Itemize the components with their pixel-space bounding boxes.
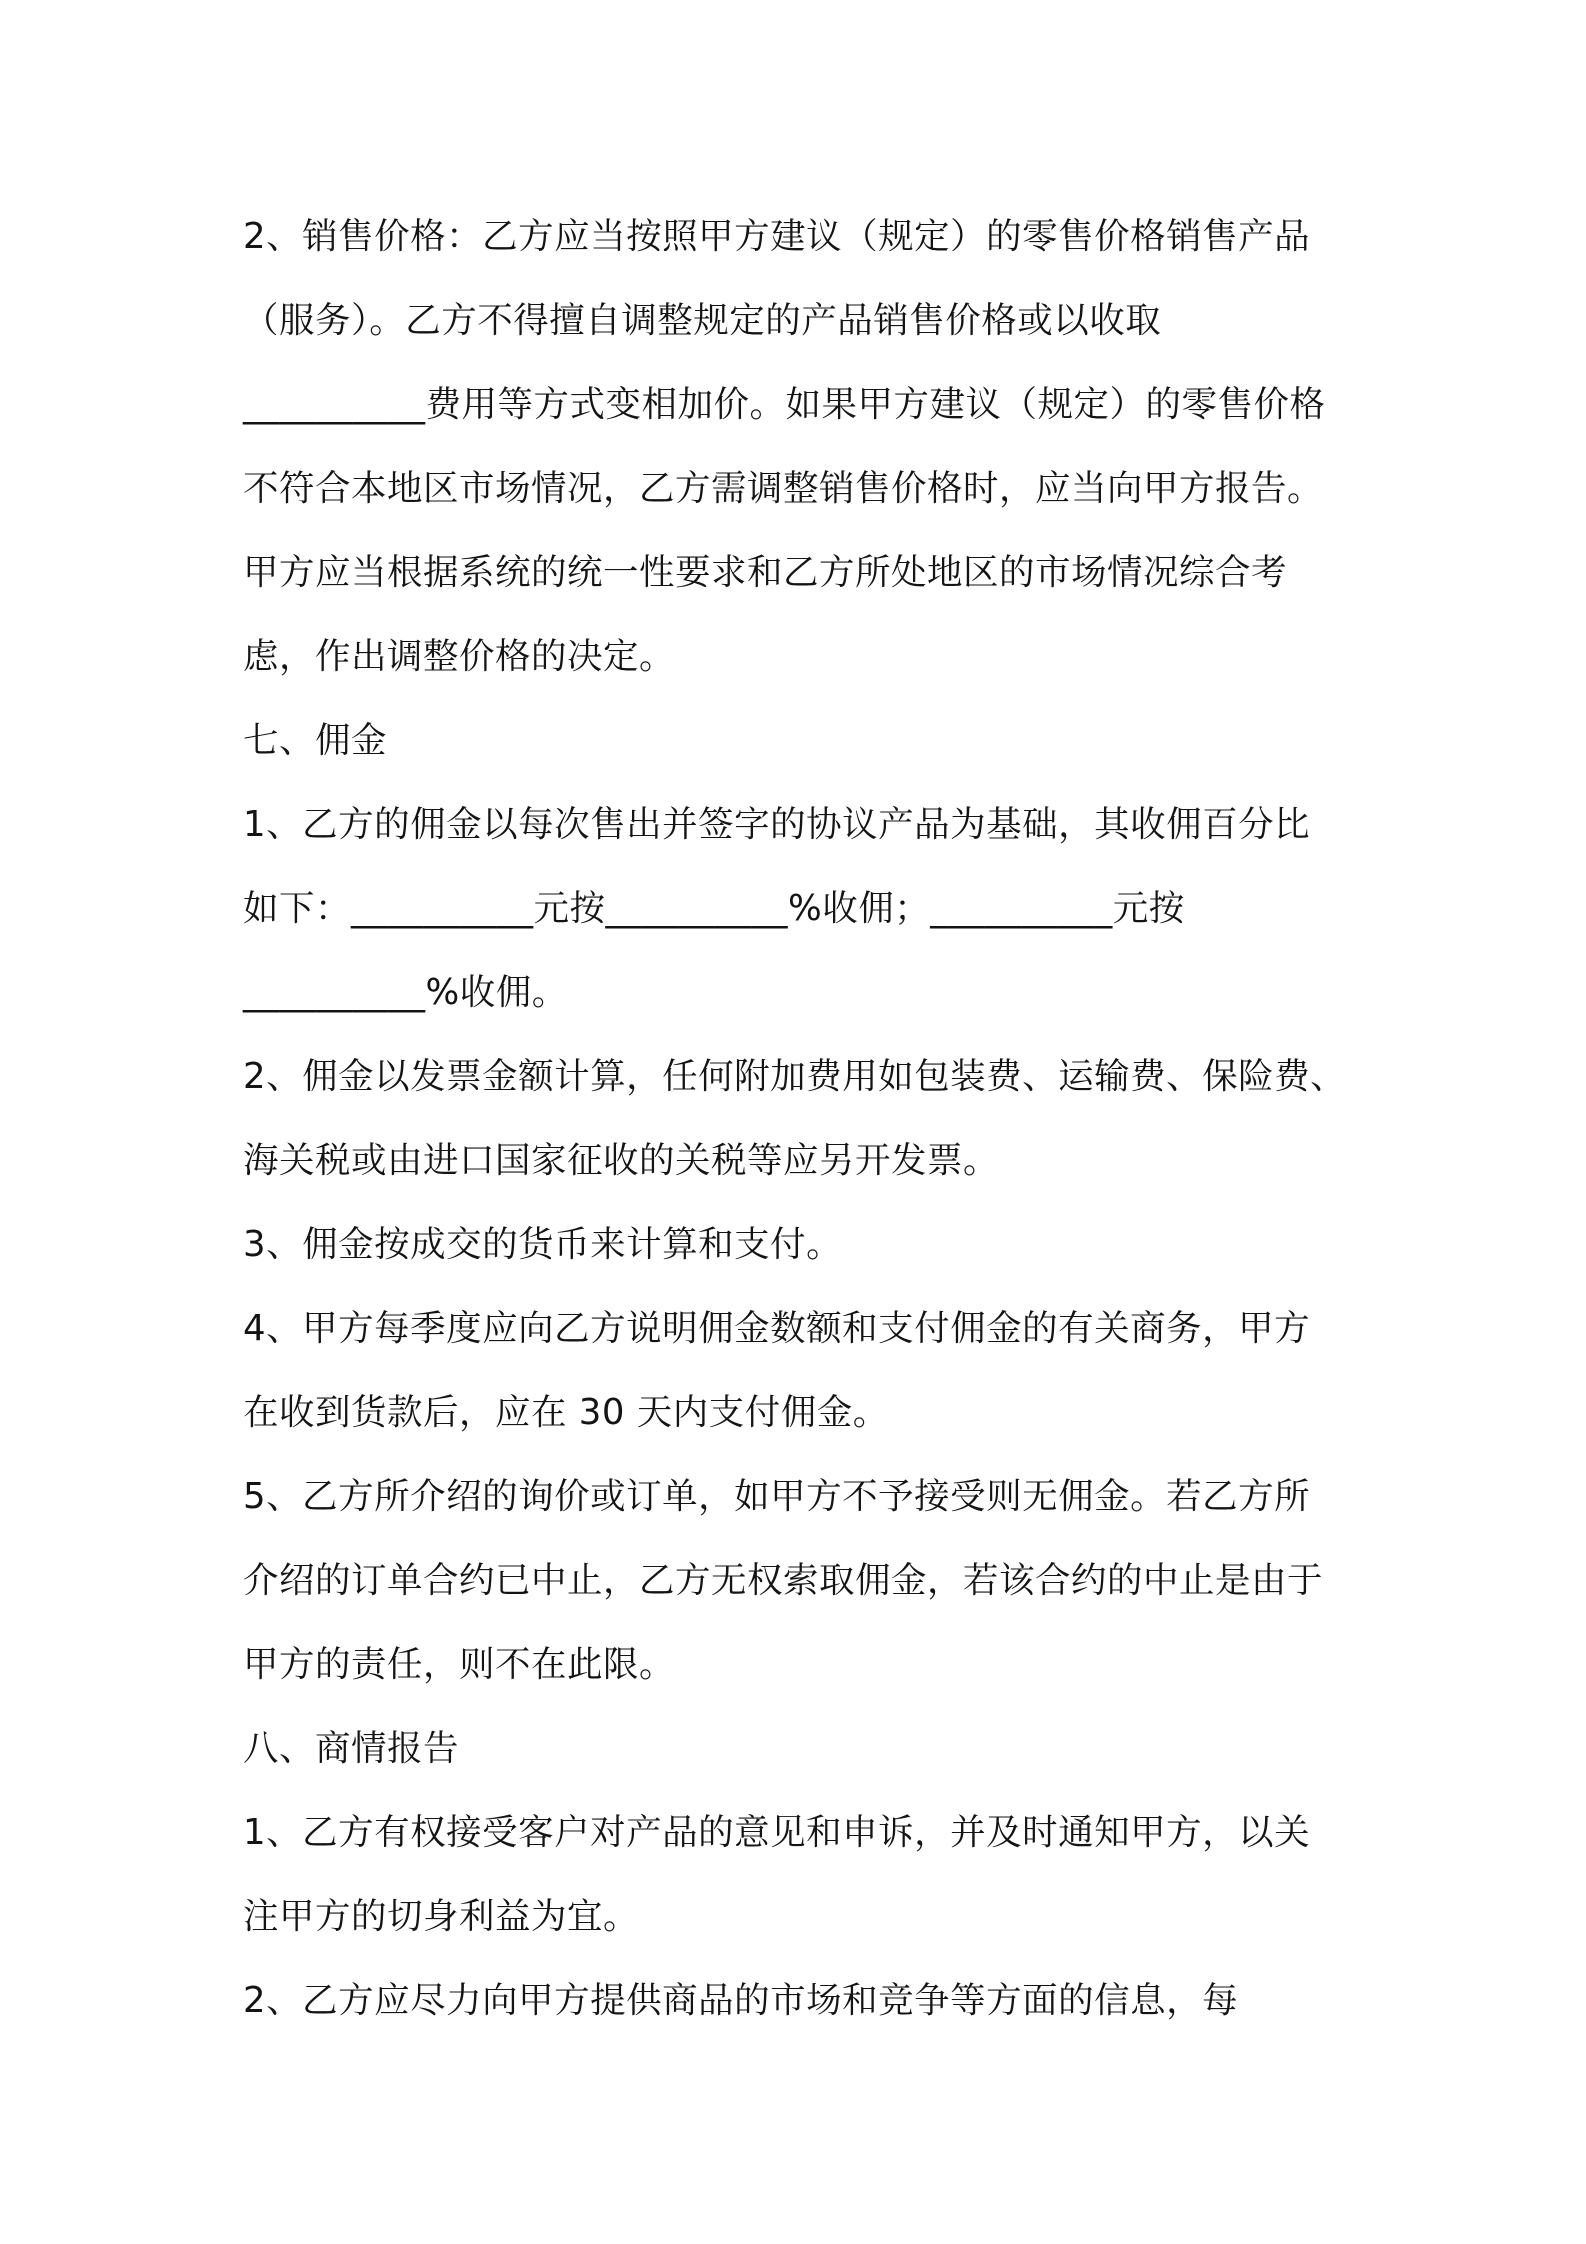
- paragraph-line: __________费用等方式变相加价。如果甲方建议（规定）的零售价格: [243, 384, 1326, 425]
- paragraph-line: 1、乙方有权接受客户对产品的意见和申诉，并及时通知甲方，以关: [243, 1812, 1311, 1853]
- paragraph-line: 在收到货款后，应在 30 天内支付佣金。: [243, 1392, 889, 1433]
- paragraph-line: 3、佣金按成交的货币来计算和支付。: [243, 1224, 843, 1265]
- paragraph-line: 2、乙方应尽力向甲方提供商品的市场和竞争等方面的信息，每: [243, 1980, 1239, 2021]
- paragraph-line: 注甲方的切身利益为宜。: [243, 1896, 640, 1937]
- paragraph-line: 甲方的责任，则不在此限。: [243, 1644, 676, 1685]
- paragraph-line: 5、乙方所介绍的询价或订单，如甲方不予接受则无佣金。若乙方所: [243, 1476, 1311, 1517]
- section-heading: 八、商情报告: [243, 1728, 460, 1769]
- paragraph-line: 虑，作出调整价格的决定。: [243, 636, 676, 677]
- document-body: [243, 195, 1373, 2043]
- paragraph-line: 如下：__________元按__________%收佣；__________元按: [243, 888, 1185, 929]
- paragraph-line: （服务）。乙方不得擅自调整规定的产品销售价格或以收取: [243, 300, 1162, 341]
- paragraph-line: 甲方应当根据系统的统一性要求和乙方所处地区的市场情况综合考: [243, 552, 1288, 593]
- paragraph-line: 不符合本地区市场情况，乙方需调整销售价格时，应当向甲方报告。: [243, 468, 1324, 509]
- section-heading: 七、佣金: [243, 720, 388, 761]
- paragraph-line: 2、销售价格：乙方应当按照甲方建议（规定）的零售价格销售产品: [243, 216, 1311, 257]
- paragraph-line: 1、乙方的佣金以每次售出并签字的协议产品为基础，其收佣百分比: [243, 804, 1311, 845]
- paragraph-line: 介绍的订单合约已中止，乙方无权索取佣金，若该合约的中止是由于: [243, 1560, 1324, 1601]
- paragraph-line: 4、甲方每季度应向乙方说明佣金数额和支付佣金的有关商务，甲方: [243, 1308, 1311, 1349]
- paragraph-line: 海关税或由进口国家征收的关税等应另开发票。: [243, 1140, 1000, 1181]
- paragraph-line: 2、佣金以发票金额计算，任何附加费用如包装费、运输费、保险费、: [243, 1056, 1347, 1097]
- paragraph-line: __________%收佣。: [243, 972, 568, 1013]
